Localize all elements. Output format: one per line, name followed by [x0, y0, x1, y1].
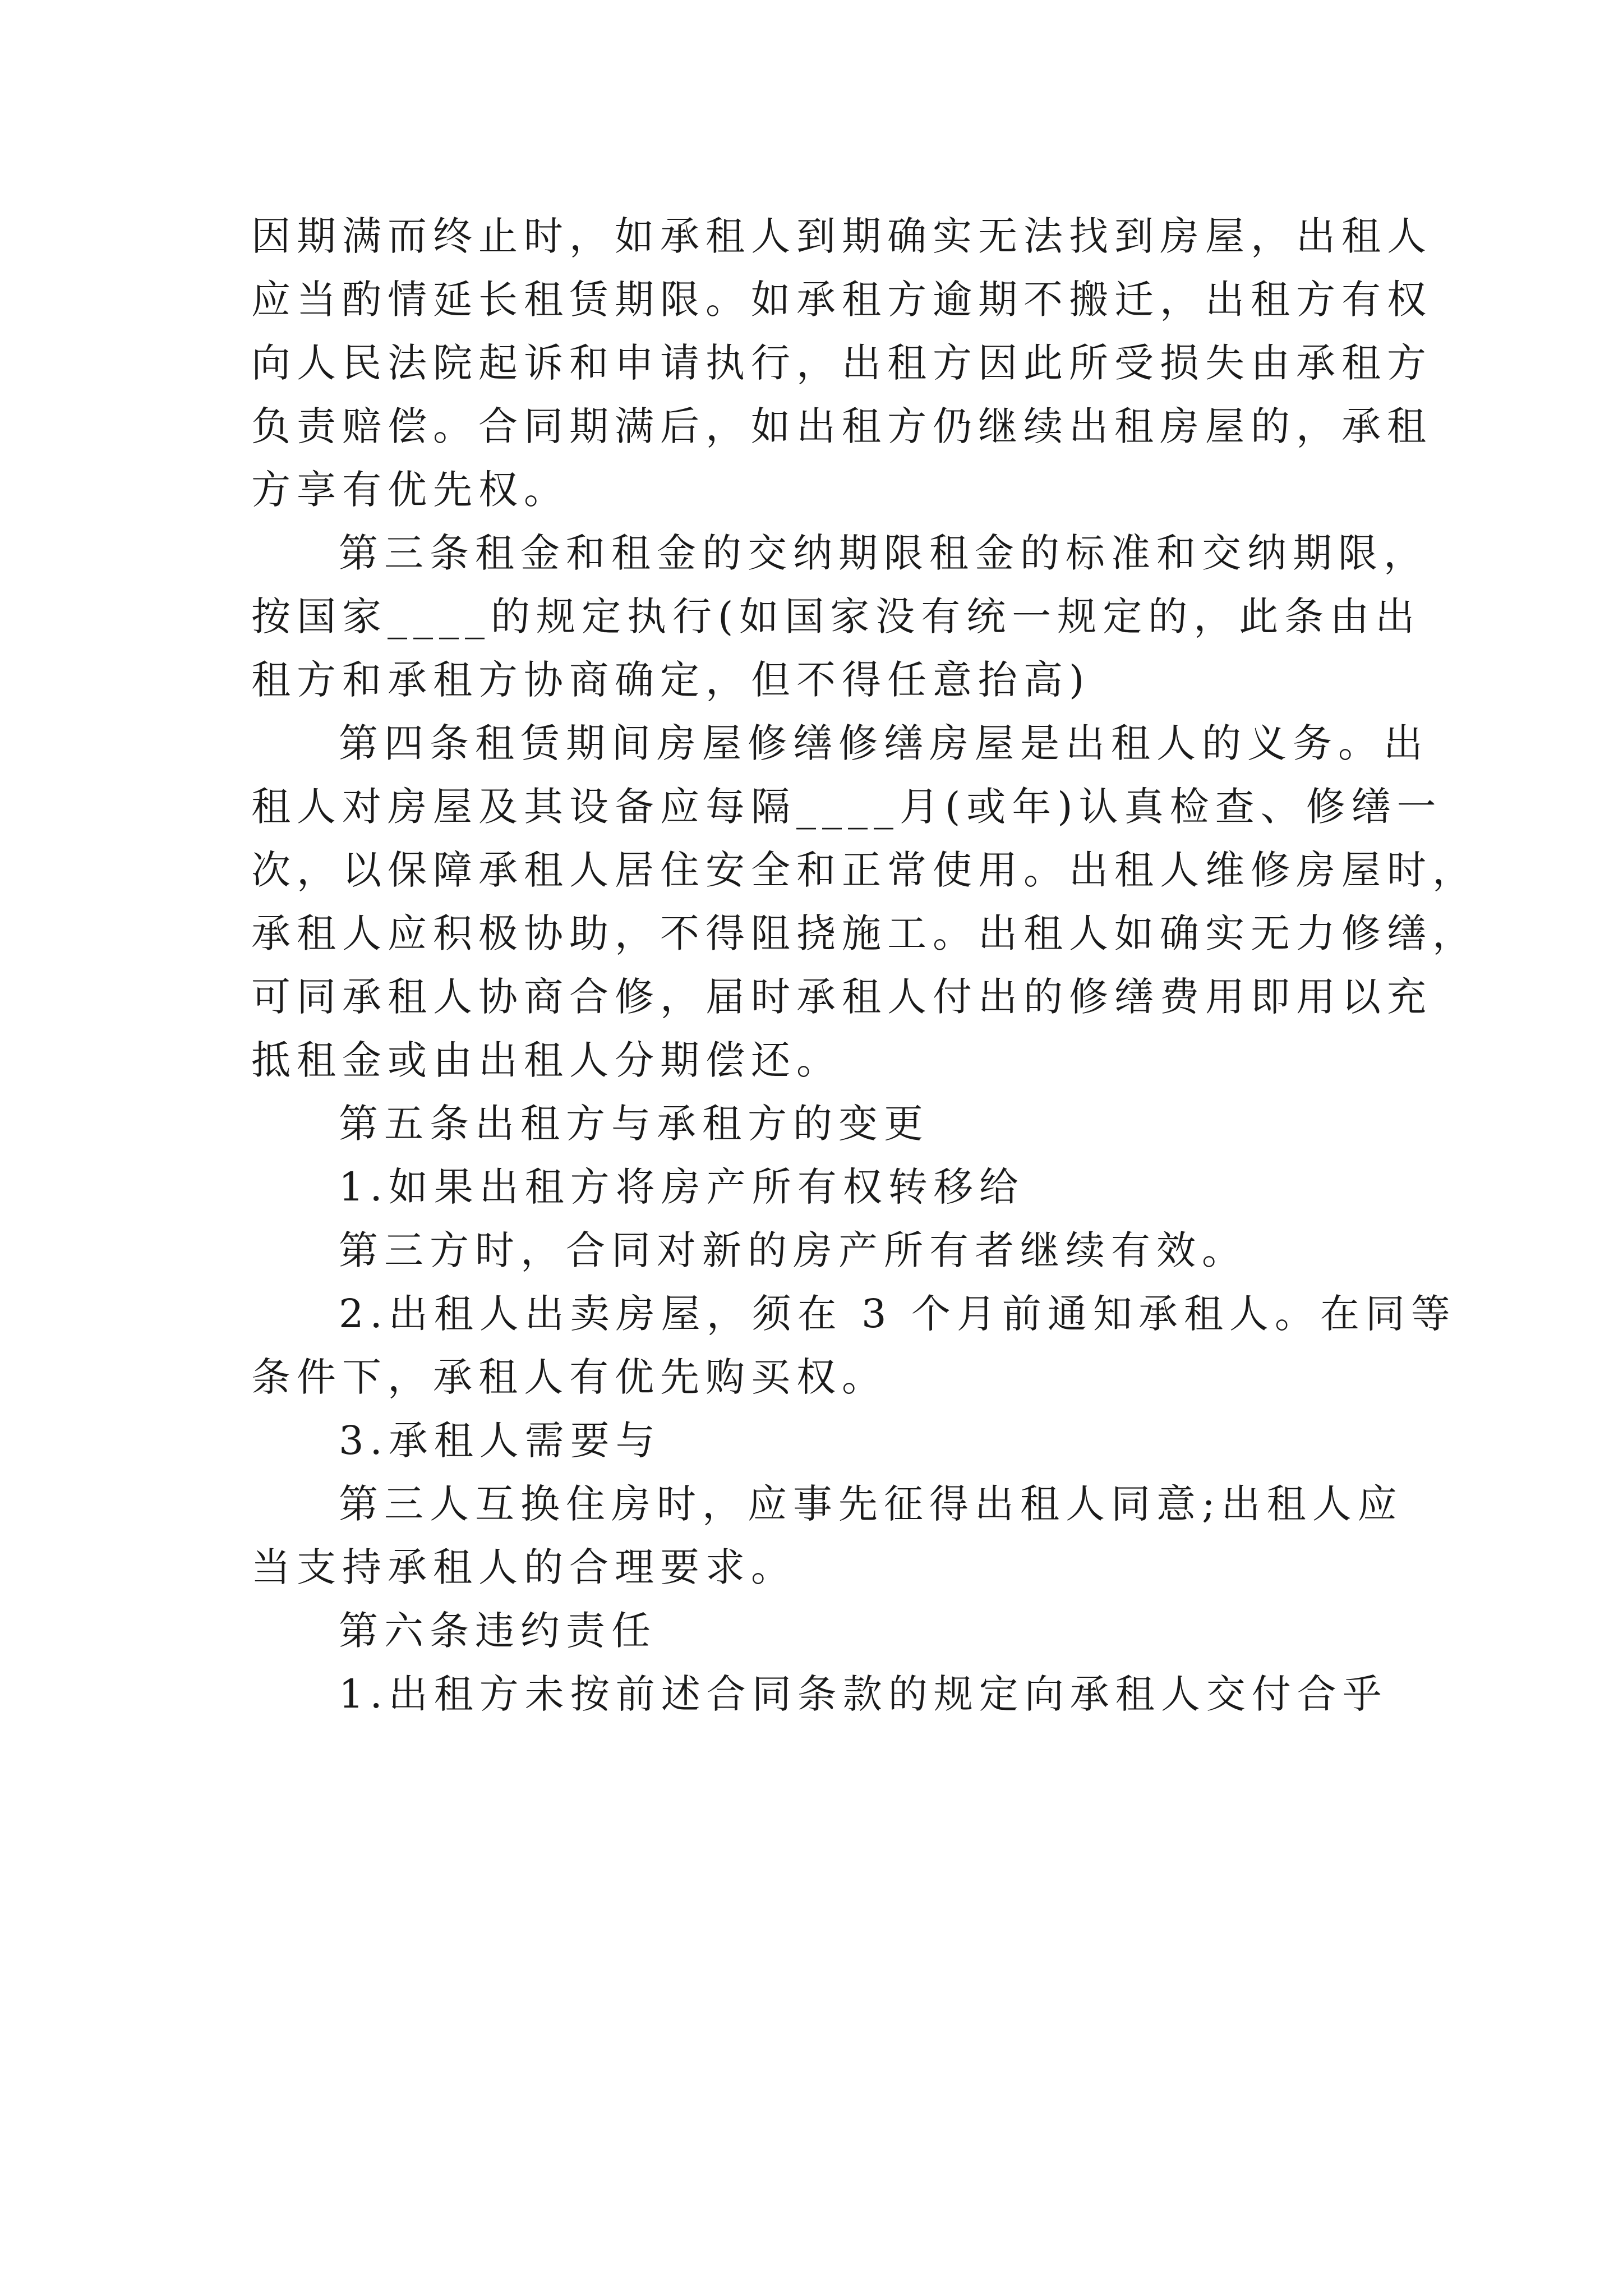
text-line: 条件下，承租人有优先购买权。: [251, 1354, 887, 1400]
text-line: 租人对房屋及其设备应每隔____月(或年)认真检查、修缮一: [251, 784, 1442, 830]
paragraph: [251, 1282, 1456, 1409]
text-line: 因期满而终止时，如承租人到期确实无法找到房屋，出租人: [251, 213, 1432, 259]
text-line: 按国家____的规定执行(如国家没有统一规定的，此条由出: [251, 593, 1421, 639]
text-line: 1.出租方未按前述合同条款的规定向承租人交付合乎: [339, 1671, 1388, 1717]
document-body: [251, 205, 1478, 1726]
paragraph: [251, 522, 1429, 712]
text-line: 第五条出租方与承租方的变更: [339, 1101, 929, 1147]
text-line: 租方和承租方协商确定，但不得任意抬高): [251, 657, 1091, 703]
text-line: 方享有优先权。: [251, 467, 569, 513]
text-line: 次，以保障承租人居住安全和正常使用。出租人维修房屋时，: [251, 847, 1478, 893]
paragraph: [251, 1409, 1373, 1473]
paragraph: [251, 1092, 1373, 1156]
paragraph: [251, 1156, 1373, 1219]
text-line: 承租人应积极协助，不得阻挠施工。出租人如确实无力修缮，: [251, 910, 1478, 956]
text-line: 当支持承租人的合理要求。: [251, 1544, 796, 1590]
paragraph: [251, 712, 1478, 1092]
text-line: 第六条违约责任: [339, 1608, 657, 1654]
text-line: 第三方时，合同对新的房产所有者继续有效。: [339, 1227, 1247, 1273]
text-line: 第三人互换住房时，应事先征得出租人同意;出租人应: [339, 1481, 1403, 1527]
paragraph: [251, 1663, 1388, 1726]
text-line: 第四条租赁期间房屋修缮修缮房屋是出租人的义务。出: [339, 720, 1429, 766]
text-line: 第三条租金和租金的交纳期限租金的标准和交纳期限，: [339, 530, 1429, 576]
text-line: 3.承租人需要与: [339, 1418, 661, 1464]
text-line: 抵租金或由出租人分期偿还。: [251, 1037, 842, 1083]
paragraph: [251, 1473, 1403, 1599]
text-line: 可同承租人协商合修，届时承租人付出的修缮费用即用以充: [251, 974, 1432, 1020]
text-line: 1.如果出租方将房产所有权转移给: [339, 1164, 1025, 1210]
text-line: 应当酌情延长租赁期限。如承租方逾期不搬迁，出租方有权: [251, 277, 1432, 323]
text-line: 向人民法院起诉和申请执行，出租方因此所受损失由承租方: [251, 340, 1432, 386]
text-line: 2.出租人出卖房屋，须在 3 个月前通知承租人。在同等: [339, 1291, 1456, 1337]
paragraph: [251, 1219, 1373, 1282]
paragraph: [251, 205, 1432, 522]
paragraph: [251, 1599, 1373, 1663]
text-line: 负责赔偿。合同期满后，如出租方仍继续出租房屋的，承租: [251, 403, 1432, 449]
